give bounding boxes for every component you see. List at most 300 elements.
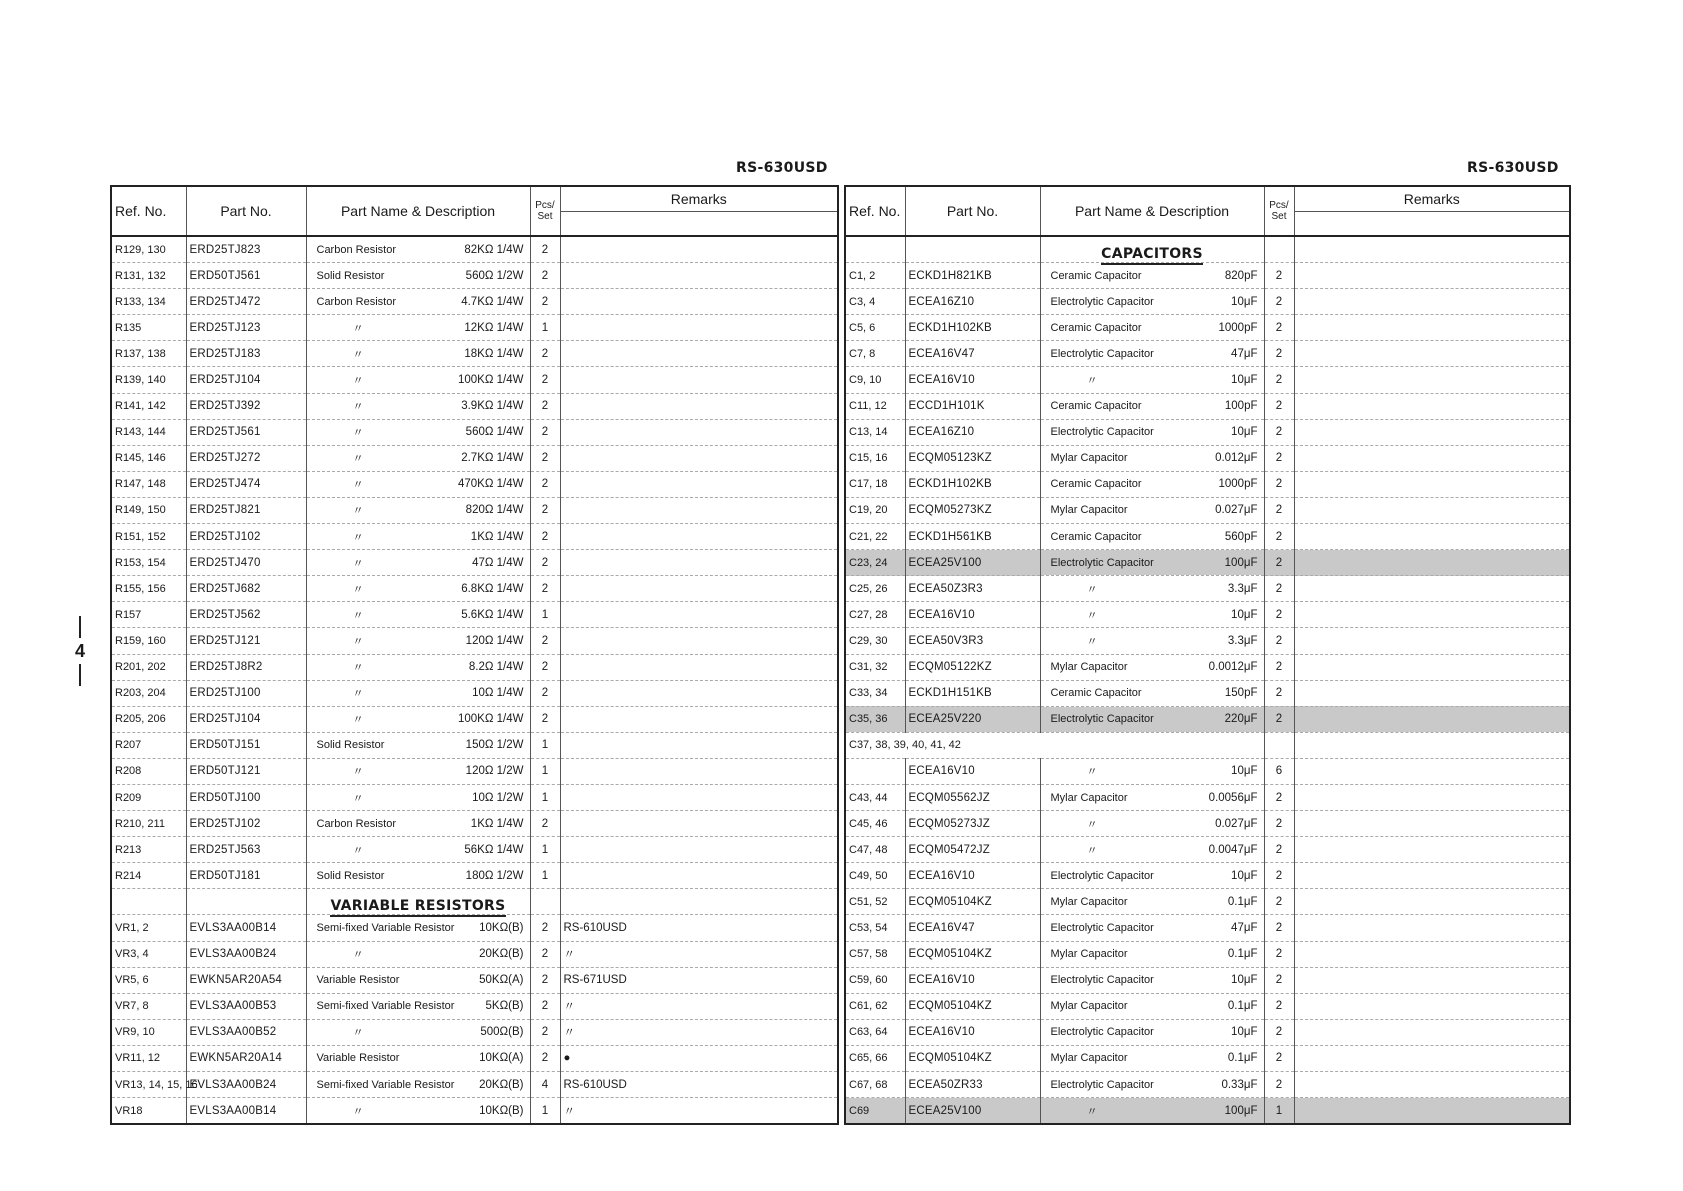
- pcs: 2: [1264, 967, 1294, 993]
- section-title: VARIABLE RESISTORS: [330, 898, 505, 917]
- part-name: 〃: [352, 766, 364, 779]
- description: [1040, 341, 1264, 367]
- description: [1040, 315, 1264, 341]
- remarks: [1294, 1045, 1570, 1071]
- description: [1040, 602, 1264, 628]
- remarks: [560, 628, 838, 654]
- description: [306, 445, 530, 471]
- remarks: [1294, 550, 1570, 576]
- part-name: Carbon Resistor: [316, 243, 396, 256]
- part-no: ECKD1H561KB: [905, 524, 1040, 550]
- remarks: [1294, 419, 1570, 445]
- col-pcs: [1264, 186, 1294, 236]
- description: [306, 576, 530, 602]
- part-name: 〃: [352, 348, 364, 361]
- remarks: [560, 732, 838, 758]
- pcs: 2: [530, 236, 560, 263]
- ref-no: C43, 44: [845, 784, 905, 810]
- remarks: [560, 784, 838, 810]
- pcs: 2: [1264, 889, 1294, 915]
- part-no: ECKD1H151KB: [905, 680, 1040, 706]
- ref-no: C25, 26: [845, 576, 905, 602]
- description: [306, 680, 530, 706]
- ref-no: C27, 28: [845, 602, 905, 628]
- part-value: 82KΩ 1/4W: [464, 243, 524, 256]
- part-name: Mylar Capacitor: [1050, 1052, 1128, 1065]
- description: [306, 367, 530, 393]
- ref-no: R155, 156: [111, 576, 186, 602]
- description: [306, 263, 530, 289]
- table-row: [845, 524, 1570, 550]
- table-row: [845, 393, 1570, 419]
- part-no: EVLS3AA00B24: [186, 1072, 306, 1098]
- part-name: 〃: [352, 792, 364, 805]
- table-row: [111, 967, 838, 993]
- part-no: ECEA16V10: [905, 367, 1040, 393]
- description: [306, 393, 530, 419]
- pcs: 2: [530, 915, 560, 941]
- part-value: 0.0012μF: [1208, 661, 1258, 674]
- part-no: ECEA16V47: [905, 341, 1040, 367]
- ref-no: C69: [845, 1098, 905, 1125]
- ref-no: R149, 150: [111, 497, 186, 523]
- table-row: [845, 706, 1570, 732]
- description: [1040, 680, 1264, 706]
- part-name: 〃: [352, 688, 364, 701]
- part-no: ECEA16Z10: [905, 289, 1040, 315]
- col-part: Part No.: [905, 186, 1040, 236]
- part-value: 20KΩ(B): [479, 948, 524, 961]
- pcs: 2: [1264, 941, 1294, 967]
- pcs: 2: [1264, 315, 1294, 341]
- part-value: 50KΩ(A): [479, 974, 524, 987]
- table-row: [111, 680, 838, 706]
- part-no: ECQM05273KZ: [905, 497, 1040, 523]
- part-name: Electrolytic Capacitor: [1050, 1078, 1154, 1091]
- part-no: ERD50TJ181: [186, 863, 306, 889]
- ref-no: C7, 8: [845, 341, 905, 367]
- remarks: [1294, 367, 1570, 393]
- pcs: 2: [1264, 497, 1294, 523]
- part-value: 100μF: [1224, 1104, 1258, 1117]
- part-no: ERD25TJ563: [186, 837, 306, 863]
- part-name: 〃: [1086, 609, 1098, 622]
- part-no: ECEA16V10: [905, 1019, 1040, 1045]
- table-row: [845, 863, 1570, 889]
- ref-no: C13, 14: [845, 419, 905, 445]
- remarks: [560, 263, 838, 289]
- part-no: ECEA16V10: [905, 863, 1040, 889]
- pcs: 2: [1264, 263, 1294, 289]
- remarks: [1294, 1098, 1570, 1125]
- description: [1040, 1072, 1264, 1098]
- description: [1040, 419, 1264, 445]
- ref-no: R143, 144: [111, 419, 186, 445]
- part-value: 470KΩ 1/4W: [458, 478, 524, 491]
- remarks: [1294, 289, 1570, 315]
- part-no: ECQM05104KZ: [905, 941, 1040, 967]
- table-row: [845, 915, 1570, 941]
- part-value: 3.3μF: [1227, 582, 1258, 595]
- ref-no: R159, 160: [111, 628, 186, 654]
- part-name: Electrolytic Capacitor: [1050, 347, 1154, 360]
- section-part-empty: [905, 236, 1040, 263]
- part-value: 120Ω 1/2W: [465, 765, 524, 778]
- table-row: [845, 628, 1570, 654]
- table-row: [845, 732, 1570, 758]
- part-name: Variable Resistor: [316, 974, 400, 987]
- part-name: 〃: [352, 635, 364, 648]
- ref-no: C3, 4: [845, 289, 905, 315]
- pcs: 2: [1264, 863, 1294, 889]
- part-value: 4.7KΩ 1/4W: [461, 295, 524, 308]
- description: [306, 811, 530, 837]
- table-row: [845, 758, 1570, 784]
- remarks: [1294, 654, 1570, 680]
- part-name: 〃: [1086, 844, 1098, 857]
- part-name: Electrolytic Capacitor: [1050, 426, 1154, 439]
- part-name: Ceramic Capacitor: [1050, 400, 1142, 413]
- description: [1040, 967, 1264, 993]
- remarks: [560, 576, 838, 602]
- table-row: [845, 1098, 1570, 1125]
- part-name: Mylar Capacitor: [1050, 791, 1128, 804]
- part-name: 〃: [1086, 1105, 1098, 1118]
- remarks: [560, 654, 838, 680]
- remarks: [1294, 602, 1570, 628]
- pcs: 2: [530, 367, 560, 393]
- part-value: 560Ω 1/2W: [465, 269, 524, 282]
- remarks: [1294, 628, 1570, 654]
- part-name: 〃: [352, 583, 364, 596]
- table-row: [845, 367, 1570, 393]
- part-value: 10μF: [1231, 608, 1258, 621]
- remarks: [1294, 497, 1570, 523]
- pcs: 2: [530, 263, 560, 289]
- table-row: [845, 837, 1570, 863]
- ref-no: R213: [111, 837, 186, 863]
- part-no: ERD25TJ682: [186, 576, 306, 602]
- remarks: [560, 497, 838, 523]
- ref-no: R203, 204: [111, 680, 186, 706]
- part-name: Mylar Capacitor: [1050, 504, 1128, 517]
- part-no: ECEA50Z3R3: [905, 576, 1040, 602]
- table-row: [845, 889, 1570, 915]
- remarks: 〃: [560, 993, 838, 1019]
- table-row: [111, 1045, 838, 1071]
- ref-no: VR18: [111, 1098, 186, 1125]
- ref-no: R137, 138: [111, 341, 186, 367]
- part-name: 〃: [1086, 583, 1098, 596]
- part-value: 3.3μF: [1227, 634, 1258, 647]
- part-name: 〃: [352, 662, 364, 675]
- part-name: 〃: [352, 322, 364, 335]
- part-name: 〃: [352, 1027, 364, 1040]
- part-value: 5.6KΩ 1/4W: [461, 608, 524, 621]
- description: [306, 315, 530, 341]
- part-no: ERD25TJ100: [186, 680, 306, 706]
- pcs: 2: [530, 289, 560, 315]
- ref-no: R208: [111, 758, 186, 784]
- remarks: [560, 341, 838, 367]
- table-row: [111, 706, 838, 732]
- remarks: 〃: [560, 1019, 838, 1045]
- part-value: 180Ω 1/2W: [465, 869, 524, 882]
- col-ref: Ref. No.: [111, 186, 186, 236]
- remarks: 〃: [560, 941, 838, 967]
- pcs: 2: [1264, 784, 1294, 810]
- pcs: 2: [1264, 706, 1294, 732]
- remarks: [1294, 732, 1570, 758]
- remarks: [560, 602, 838, 628]
- ref-no: C9, 10: [845, 367, 905, 393]
- table-row: [111, 576, 838, 602]
- pcs: 2: [530, 341, 560, 367]
- table-row: [111, 289, 838, 315]
- pcs: 2: [530, 524, 560, 550]
- description: [306, 863, 530, 889]
- part-no: ERD25TJ470: [186, 550, 306, 576]
- table-row: [845, 1072, 1570, 1098]
- description: [1040, 837, 1264, 863]
- ref-no: R205, 206: [111, 706, 186, 732]
- table-row: [111, 419, 838, 445]
- part-no: ECEA25V220: [905, 706, 1040, 732]
- part-name: Electrolytic Capacitor: [1050, 295, 1154, 308]
- col-remarks-label: Remarks: [670, 191, 727, 207]
- remarks: [560, 471, 838, 497]
- table-row: [845, 315, 1570, 341]
- table-row: [845, 1045, 1570, 1071]
- part-value: 47Ω 1/4W: [472, 556, 524, 569]
- part-no: ECQM05104KZ: [905, 993, 1040, 1019]
- part-name: Solid Resistor: [316, 869, 385, 882]
- remarks: [1294, 889, 1570, 915]
- part-no: ERD25TJ272: [186, 445, 306, 471]
- description: [1040, 1045, 1264, 1071]
- part-no: ECQM05472JZ: [905, 837, 1040, 863]
- table-row: [845, 941, 1570, 967]
- description: [306, 1019, 530, 1045]
- ref-no: R214: [111, 863, 186, 889]
- part-name: 〃: [352, 609, 364, 622]
- description: [1040, 941, 1264, 967]
- section-ref-empty: [111, 889, 186, 915]
- pcs: 2: [530, 445, 560, 471]
- remarks: [560, 315, 838, 341]
- part-value: 220μF: [1224, 713, 1258, 726]
- part-no: ERD25TJ821: [186, 497, 306, 523]
- ref-no: VR3, 4: [111, 941, 186, 967]
- ref-no: C33, 34: [845, 680, 905, 706]
- description: [1040, 550, 1264, 576]
- part-no: ECEA16V10: [905, 758, 1040, 784]
- part-value: 150pF: [1224, 687, 1258, 700]
- remarks: 〃: [560, 1098, 838, 1125]
- part-value: 100KΩ 1/4W: [458, 713, 524, 726]
- pcs: 2: [530, 497, 560, 523]
- pcs: 2: [530, 654, 560, 680]
- ref-no: R153, 154: [111, 550, 186, 576]
- description: [1040, 524, 1264, 550]
- remarks: [560, 550, 838, 576]
- part-name: Variable Resistor: [316, 1052, 400, 1065]
- description: [306, 341, 530, 367]
- description: [306, 628, 530, 654]
- pcs: 2: [1264, 837, 1294, 863]
- ref-no: C51, 52: [845, 889, 905, 915]
- remarks: [1294, 784, 1570, 810]
- ref-no: C5, 6: [845, 315, 905, 341]
- part-name: Solid Resistor: [316, 739, 385, 752]
- description: [1040, 471, 1264, 497]
- pcs: 2: [1264, 367, 1294, 393]
- table-row: [845, 263, 1570, 289]
- part-name: Ceramic Capacitor: [1050, 478, 1142, 491]
- part-no: EVLS3AA00B53: [186, 993, 306, 1019]
- ref-no: R201, 202: [111, 654, 186, 680]
- description: [306, 497, 530, 523]
- part-name: Carbon Resistor: [316, 817, 396, 830]
- model-title-left: RS-630USD: [736, 160, 828, 176]
- ref-no: R145, 146: [111, 445, 186, 471]
- table-row: [111, 550, 838, 576]
- description: [1040, 263, 1264, 289]
- remarks: [560, 236, 838, 263]
- remarks: [1294, 863, 1570, 889]
- remarks: [1294, 837, 1570, 863]
- pcs: 2: [1264, 524, 1294, 550]
- col-ref: Ref. No.: [845, 186, 905, 236]
- description: [1040, 863, 1264, 889]
- table-row: [111, 732, 838, 758]
- part-name: 〃: [1086, 375, 1098, 388]
- remarks: [1294, 1072, 1570, 1098]
- part-value: 10μF: [1231, 765, 1258, 778]
- page-number-dash-top: [79, 616, 81, 638]
- part-value: 47μF: [1231, 347, 1258, 360]
- pcs: 2: [1264, 1019, 1294, 1045]
- part-no: ECKD1H102KB: [905, 315, 1040, 341]
- part-no: ERD25TJ123: [186, 315, 306, 341]
- remarks: [560, 837, 838, 863]
- table-row: [111, 784, 838, 810]
- description: [306, 837, 530, 863]
- ref-no: [845, 758, 905, 784]
- pcs: 1: [1264, 1098, 1294, 1125]
- ref-no: C35, 36: [845, 706, 905, 732]
- part-value: 150Ω 1/2W: [465, 739, 524, 752]
- part-no: EWKN5AR20A54: [186, 967, 306, 993]
- ref-no: R151, 152: [111, 524, 186, 550]
- part-no: ERD25TJ183: [186, 341, 306, 367]
- ref-no: C29, 30: [845, 628, 905, 654]
- part-no: ECQM05122KZ: [905, 654, 1040, 680]
- part-no: ERD25TJ8R2: [186, 654, 306, 680]
- part-name: 〃: [352, 505, 364, 518]
- ref-no: C63, 64: [845, 1019, 905, 1045]
- col-remarks-label: Remarks: [1403, 191, 1460, 207]
- pcs: 1: [530, 863, 560, 889]
- part-name: Semi-fixed Variable Resistor: [316, 1000, 455, 1013]
- part-no: ECEA16V10: [905, 967, 1040, 993]
- description: [306, 654, 530, 680]
- description: [306, 1045, 530, 1071]
- table-row: [111, 263, 838, 289]
- remarks: [560, 393, 838, 419]
- description: [306, 471, 530, 497]
- ref-no: C37, 38, 39, 40, 41, 42: [845, 732, 1264, 758]
- ref-no: VR9, 10: [111, 1019, 186, 1045]
- table-row: [845, 784, 1570, 810]
- part-name: 〃: [352, 1105, 364, 1118]
- ref-no: C15, 16: [845, 445, 905, 471]
- pcs: 2: [1264, 341, 1294, 367]
- ref-no: C1, 2: [845, 263, 905, 289]
- remarks: RS-610USD: [560, 915, 838, 941]
- part-value: 0.0056μF: [1208, 791, 1258, 804]
- description: [306, 289, 530, 315]
- part-value: 100μF: [1224, 556, 1258, 569]
- description: [1040, 811, 1264, 837]
- part-name: 〃: [352, 427, 364, 440]
- table-row: [845, 445, 1570, 471]
- part-name: Mylar Capacitor: [1050, 948, 1128, 961]
- remarks: [1294, 680, 1570, 706]
- remarks: [1294, 811, 1570, 837]
- remarks: [560, 863, 838, 889]
- part-value: 6.8KΩ 1/4W: [461, 582, 524, 595]
- remarks: [560, 419, 838, 445]
- part-value: 20KΩ(B): [479, 1078, 524, 1091]
- part-name: 〃: [352, 453, 364, 466]
- model-title-right: RS-630USD: [1467, 160, 1559, 176]
- part-name: 〃: [352, 557, 364, 570]
- description: [1040, 497, 1264, 523]
- pcs: 2: [530, 576, 560, 602]
- remarks: [1294, 524, 1570, 550]
- description: [1040, 915, 1264, 941]
- table-row: [111, 236, 838, 263]
- col-remarks: [560, 186, 838, 236]
- part-name: 〃: [352, 714, 364, 727]
- ref-no: R147, 148: [111, 471, 186, 497]
- part-no: ECEA25V100: [905, 550, 1040, 576]
- part-no: ECEA16V47: [905, 915, 1040, 941]
- pcs: 2: [530, 993, 560, 1019]
- part-name: Electrolytic Capacitor: [1050, 921, 1154, 934]
- part-name: Mylar Capacitor: [1050, 452, 1128, 465]
- table-row: [845, 993, 1570, 1019]
- description: [1040, 889, 1264, 915]
- table-row: [111, 993, 838, 1019]
- pcs: 1: [530, 758, 560, 784]
- part-no: ERD50TJ151: [186, 732, 306, 758]
- table-row: [111, 445, 838, 471]
- part-name: Ceramic Capacitor: [1050, 687, 1142, 700]
- remarks: [1294, 706, 1570, 732]
- description: [1040, 758, 1264, 784]
- part-value: 10μF: [1231, 974, 1258, 987]
- pcs: 2: [1264, 289, 1294, 315]
- remarks: [560, 367, 838, 393]
- parts-table-right: [844, 185, 1571, 1125]
- remarks: [560, 524, 838, 550]
- col-pcs-top: Pcs/: [1269, 200, 1289, 211]
- section-cell: [306, 889, 530, 915]
- part-no: ECEA16Z10: [905, 419, 1040, 445]
- ref-no: R141, 142: [111, 393, 186, 419]
